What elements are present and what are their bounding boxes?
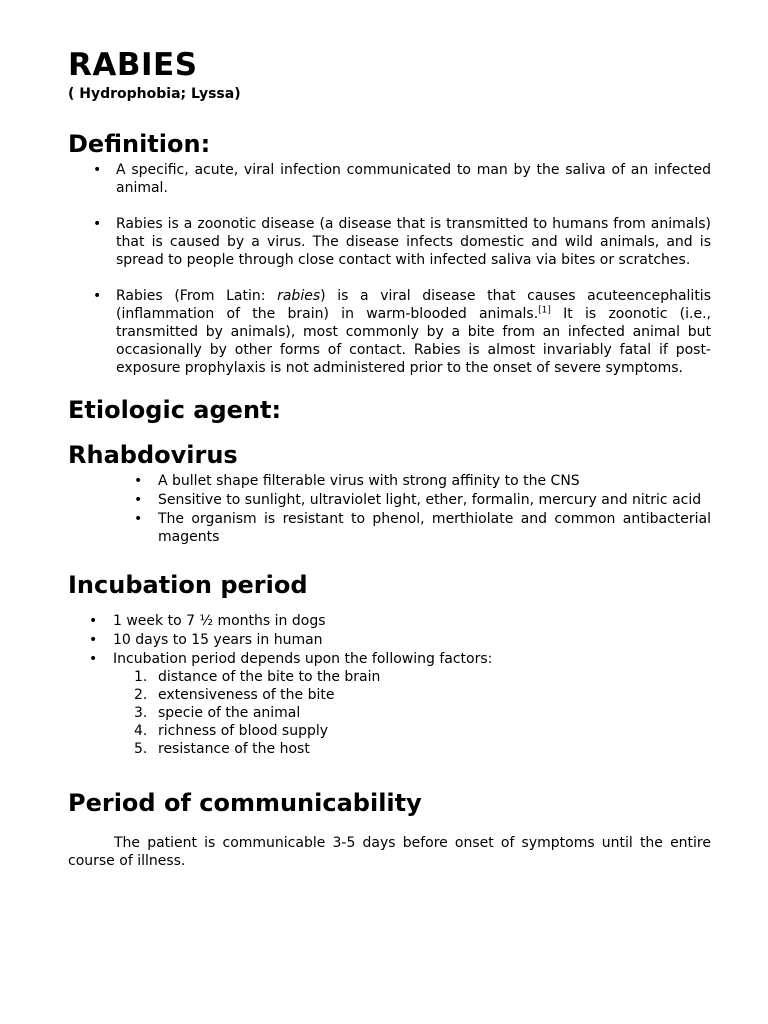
- page-title: RABIES: [68, 47, 198, 83]
- etiologic-list: [68, 472, 711, 546]
- incubation-list: [68, 612, 711, 668]
- factor-number: 5.: [134, 741, 148, 757]
- definition-item-3: [68, 287, 711, 377]
- factor-number: 2.: [134, 687, 148, 703]
- factor-text: richness of blood supply: [158, 723, 329, 739]
- document-page: [68, 40, 711, 870]
- definition-item-3-mid: ) is a viral disease that causes acuteencephalitis (inflammation of the brain) in warm-blooded animals.: [116, 288, 711, 322]
- etiologic-item-3: • The organism is resistant to phenol, merthiolate and common antibacterial magents: [68, 510, 711, 546]
- incubation-item-3: • Incubation period depends upon the following factors:: [68, 650, 711, 668]
- incubation-factors-list: [68, 668, 711, 758]
- factor-item: [68, 668, 711, 686]
- incubation-heading: Incubation period: [68, 571, 308, 599]
- factor-number: 4.: [134, 723, 148, 739]
- factor-text: extensiveness of the bite: [158, 687, 335, 703]
- factor-item: [68, 686, 711, 704]
- etiologic-heading: Etiologic agent:: [68, 396, 282, 424]
- etiologic-item-1: • A bullet shape filterable virus with strong affinity to the CNS: [68, 472, 711, 490]
- factor-item: [68, 704, 711, 722]
- page-subtitle: ( Hydrophobia; Lyssa): [68, 86, 241, 102]
- factor-number: 3.: [134, 705, 148, 721]
- factor-text: specie of the animal: [158, 705, 301, 721]
- definition-item-2: • Rabies is a zoonotic disease (a disease that is transmitted to humans from animals) that is caused by a virus. The disease infects domestic and wild animals, and is spread to people through close contact with infected saliva via bites or scratches.: [68, 215, 711, 269]
- definition-item-3-pre: Rabies (From Latin:: [116, 288, 278, 304]
- factor-text: distance of the bite to the brain: [158, 669, 381, 685]
- definition-item-3-latin: rabies: [277, 288, 321, 304]
- factor-text: resistance of the host: [158, 741, 310, 757]
- factor-number: 1.: [134, 669, 148, 685]
- incubation-item-2: • 10 days to 15 years in human: [68, 631, 711, 649]
- etiologic-subheading: Rhabdovirus: [68, 441, 238, 469]
- factor-item: [68, 740, 711, 758]
- etiologic-item-2: • Sensitive to sunlight, ultraviolet light, ether, formalin, mercury and nitric acid: [68, 491, 711, 509]
- communicability-heading: Period of communicability: [68, 789, 422, 817]
- communicability-text: The patient is communicable 3-5 days before onset of symptoms until the entire course of illness.: [68, 835, 711, 869]
- definition-item-3-post: It is zoonotic (i.e., transmitted by animals), most commonly by a bite from an infected animal but occasionally by other forms of contact. Rabies is almost invariably fatal if post-exposure prophylaxis is not administered prior to the onset of severe symptoms.: [116, 306, 711, 376]
- incubation-item-1: • 1 week to 7 ½ months in dogs: [68, 612, 711, 630]
- definition-item-1: • A specific, acute, viral infection communicated to man by the saliva of an infected animal.: [68, 161, 711, 197]
- factor-item: [68, 722, 711, 740]
- definition-list: [68, 161, 711, 377]
- citation-link[interactable]: [1]: [538, 305, 551, 316]
- definition-heading: Definition:: [68, 130, 211, 158]
